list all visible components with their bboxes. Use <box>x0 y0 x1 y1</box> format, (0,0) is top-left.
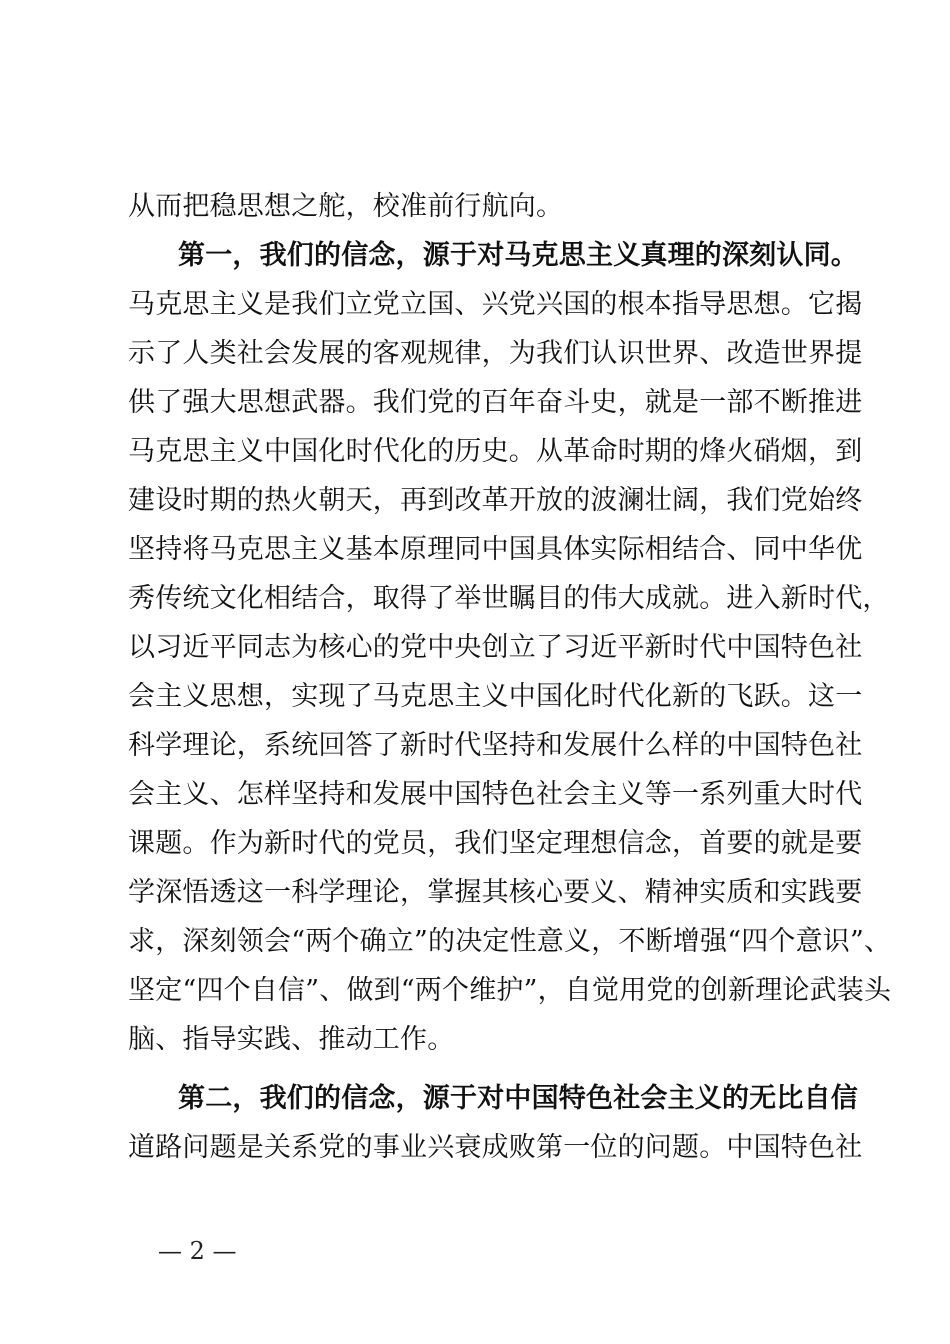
section-heading-2: 第二，我们的信念，源于对中国特色社会主义的无比自信 <box>178 1083 858 1114</box>
text-line: 马克思主义中国化时代化的历史。从革命时期的烽火硝烟，到 <box>128 436 863 467</box>
text-line: 会主义思想，实现了马克思主义中国化时代化新的飞跃。这一 <box>128 681 863 712</box>
section-heading-1: 第一，我们的信念，源于对马克思主义真理的深刻认同。 <box>178 240 858 271</box>
text-line: 会主义、怎样坚持和发展中国特色社会主义等一系列重大时代 <box>128 779 863 810</box>
text-line: 道路问题是关系党的事业兴衰成败第一位的问题。中国特色社 <box>128 1132 863 1163</box>
page-number: — 2 — <box>158 1237 237 1265</box>
text-line: 示了人类社会发展的客观规律，为我们认识世界、改造世界提 <box>128 338 863 369</box>
text-line: 坚持将马克思主义基本原理同中国具体实际相结合、同中华优 <box>128 534 863 565</box>
text-line: 供了强大思想武器。我们党的百年奋斗史，就是一部不断推进 <box>128 387 863 418</box>
text-line: 以习近平同志为核心的党中央创立了习近平新时代中国特色社 <box>128 632 863 663</box>
text-line: 课题。作为新时代的党员，我们坚定理想信念，首要的就是要 <box>128 828 863 859</box>
text-line: 从而把稳思想之舵，校准前行航向。 <box>128 191 564 222</box>
text-line: 求，深刻领会“两个确立”的决定性意义，不断增强“四个意识”、 <box>128 926 892 957</box>
text-line: 脑、指导实践、推动工作。 <box>128 1024 455 1055</box>
text-line: 马克思主义是我们立党立国、兴党兴国的根本指导思想。它揭 <box>128 289 863 320</box>
text-line: 学深悟透这一科学理论，掌握其核心要义、精神实质和实践要 <box>128 877 863 908</box>
text-line: 坚定“四个自信”、做到“两个维护”，自觉用党的创新理论武装头 <box>128 975 892 1006</box>
text-line: 建设时期的热火朝天，再到改革开放的波澜壮阔，我们党始终 <box>128 485 863 516</box>
text-line: 秀传统文化相结合，取得了举世瞩目的伟大成就。进入新时代， <box>128 583 890 614</box>
text-line: 科学理论，系统回答了新时代坚持和发展什么样的中国特色社 <box>128 730 863 761</box>
